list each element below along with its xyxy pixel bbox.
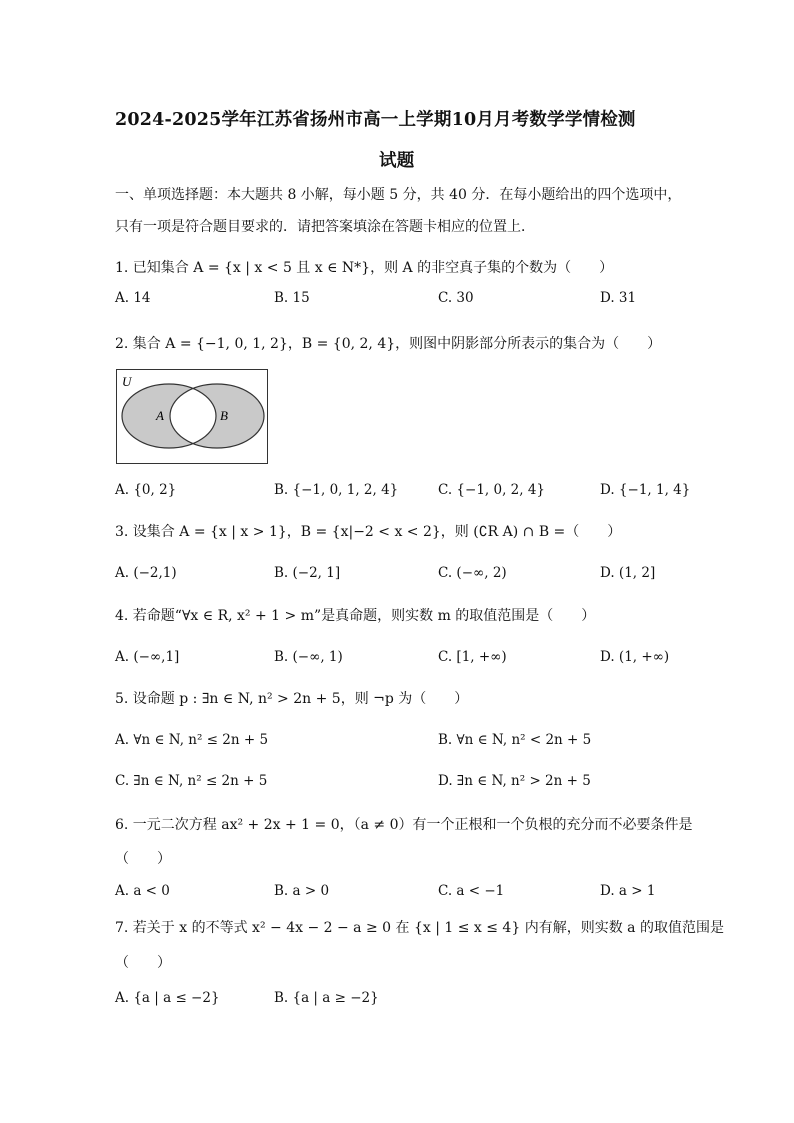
question-7-option-a: A. {a | a ≤ −2} [115, 990, 220, 1006]
question-6-option-d: D. a > 1 [600, 883, 656, 899]
set-b-label: B [220, 408, 228, 423]
question-3-option-d: D. (1, 2] [600, 565, 656, 581]
question-4-option-c: C. [1, +∞) [438, 649, 507, 665]
section-instruction-line2: 只有一项是符合题目要求的．请把答案填涂在答题卡相应的位置上． [115, 219, 535, 235]
question-3-stem: 3. 设集合 A = {x | x > 1}，B = {x|−2 < x < 2}，则 (∁R A) ∩ B =（ ） [115, 524, 622, 540]
question-1-option-c: C. 30 [438, 290, 474, 306]
question-1-option-a: A. 14 [115, 290, 151, 306]
question-2-stem: 2. 集合 A = {−1, 0, 1, 2}，B = {0, 2, 4}，则图中阴影部分所表示的集合为（ ） [115, 336, 662, 352]
question-3-option-b: B. (−2, 1] [274, 565, 341, 581]
question-6-option-b: B. a > 0 [274, 883, 330, 899]
question-7-option-b: B. {a | a ≥ −2} [274, 990, 379, 1006]
question-5-stem: 5. 设命题 p : ∃n ∈ N, n² > 2n + 5，则 ¬p 为（ ） [115, 691, 469, 707]
set-a-label: A [156, 408, 164, 423]
question-6-stem: 6. 一元二次方程 ax² + 2x + 1 = 0，（a ≠ 0）有一个正根和一个负根的充分而不必要条件是 [115, 817, 693, 833]
universe-label: U [122, 374, 132, 389]
question-2-option-a: A. {0, 2} [115, 482, 177, 498]
question-6-option-a: A. a < 0 [115, 883, 170, 899]
section-instruction-line1: 一、单项选择题：本大题共 8 小解，每小题 5 分，共 40 分．在每小题给出的四个选项中， [115, 187, 682, 203]
question-1-option-d: D. 31 [600, 290, 637, 306]
question-2-option-b: B. {−1, 0, 1, 2, 4} [274, 482, 399, 498]
question-6-stem-bracket: （ ） [115, 851, 171, 867]
question-2-option-c: C. {−1, 0, 2, 4} [438, 482, 546, 498]
question-5-option-c: C. ∃n ∈ N, n² ≤ 2n + 5 [115, 773, 268, 789]
question-2-option-d: D. {−1, 1, 4} [600, 482, 691, 498]
question-5-option-b: B. ∀n ∈ N, n² < 2n + 5 [438, 732, 592, 748]
question-7-stem-bracket: （ ） [115, 955, 171, 971]
question-7-stem: 7. 若关于 x 的不等式 x² − 4x − 2 − a ≥ 0 在 {x | 1 ≤ x ≤ 4} 内有解，则实数 a 的取值范围是 [115, 920, 724, 936]
question-3-option-a: A. (−2,1) [115, 565, 177, 581]
question-4-option-a: A. (−∞,1] [115, 649, 180, 665]
page-title: 2024-2025学年江苏省扬州市高一上学期10月月考数学学情检测 [115, 110, 636, 130]
question-1-option-b: B. 15 [274, 290, 310, 306]
question-4-stem: 4. 若命题“∀x ∈ R, x² + 1 > m”是真命题，则实数 m 的取值范围是（ ） [115, 608, 596, 624]
venn-diagram [116, 369, 269, 466]
question-4-option-b: B. (−∞, 1) [274, 649, 343, 665]
question-4-option-d: D. (1, +∞) [600, 649, 670, 665]
question-3-option-c: C. (−∞, 2) [438, 565, 507, 581]
question-5-option-a: A. ∀n ∈ N, n² ≤ 2n + 5 [115, 732, 269, 748]
question-6-option-c: C. a < −1 [438, 883, 505, 899]
question-1-stem: 1. 已知集合 A = {x | x < 5 且 x ∈ N*}，则 A 的非空真子集的个数为（ ） [115, 260, 614, 276]
question-5-option-d: D. ∃n ∈ N, n² > 2n + 5 [438, 773, 591, 789]
page-title-continued: 试题 [379, 151, 415, 171]
